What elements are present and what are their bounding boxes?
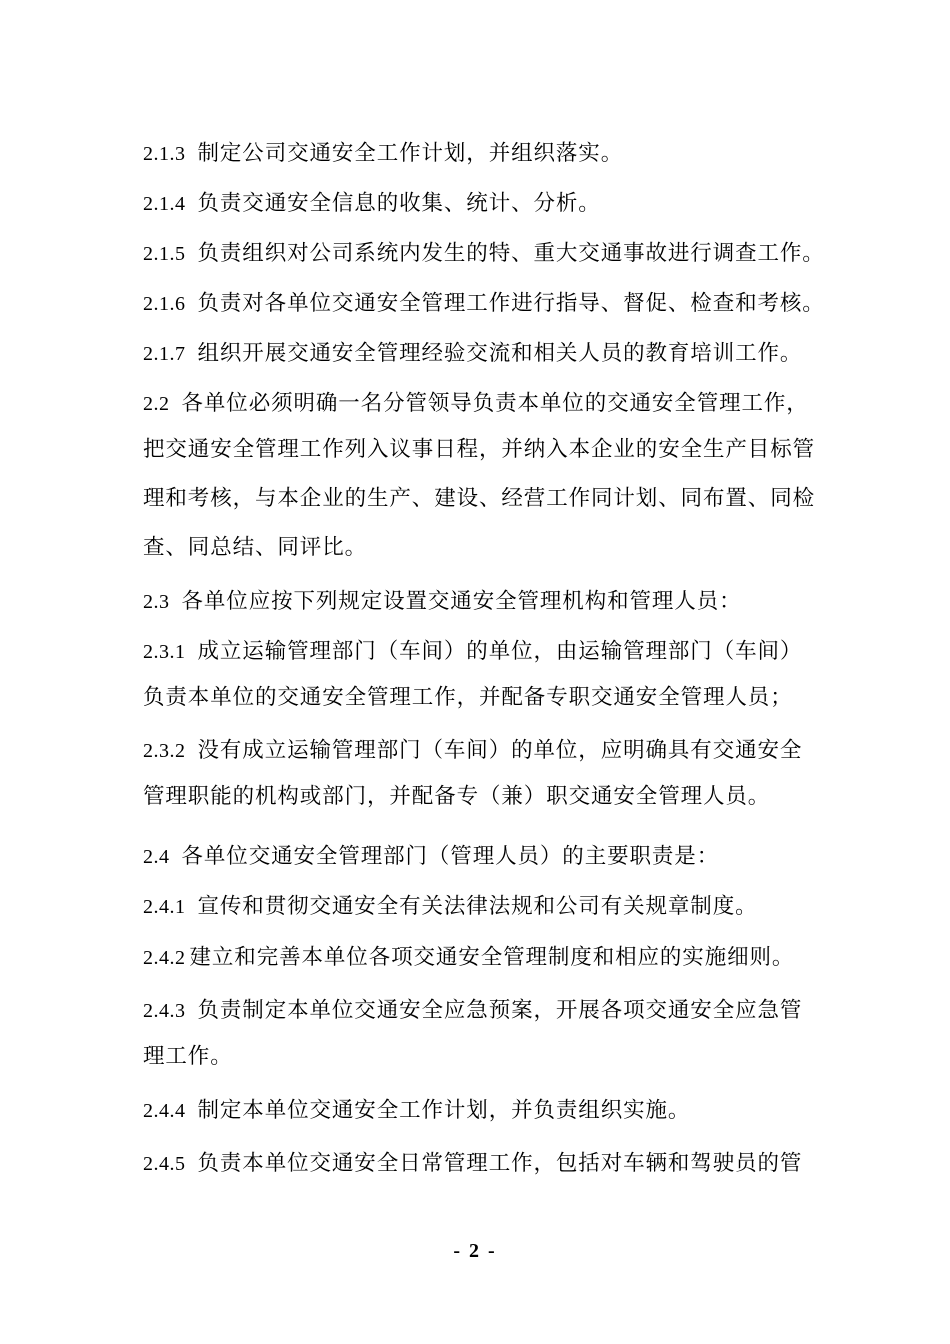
page-number: - 2 -	[453, 1240, 497, 1262]
clause-number: 2.3	[143, 591, 170, 613]
clause-number: 2.1.5	[143, 243, 186, 265]
clause-text: 管理职能的机构或部门，并配备专（兼）职交通安全管理人员。	[143, 784, 771, 809]
clause-number: 2.1.3	[143, 143, 186, 165]
clause-number: 2.4.1	[143, 896, 186, 918]
text-line	[143, 843, 719, 871]
text-line	[143, 638, 802, 666]
clause-text: 没有成立运输管理部门（车间）的单位，应明确具有交通安全	[197, 738, 803, 763]
text-line	[143, 390, 809, 418]
text-line	[143, 340, 802, 368]
clause-number: 2.4.3	[143, 1000, 186, 1022]
text-line	[143, 290, 825, 318]
text-line	[143, 997, 802, 1025]
text-line	[143, 944, 794, 972]
clause-text: 负责交通安全信息的收集、统计、分析。	[197, 191, 601, 216]
text-line	[143, 140, 623, 168]
clause-number: 2.4.5	[143, 1153, 186, 1175]
clause-text: 各单位交通安全管理部门（管理人员）的主要职责是：	[181, 844, 720, 869]
clause-text: 成立运输管理部门（车间）的单位，由运输管理部门（车间）	[197, 639, 803, 664]
text-line	[143, 534, 367, 562]
text-line	[143, 436, 815, 464]
clause-text: 各单位应按下列规定设置交通安全管理机构和管理人员：	[181, 589, 742, 614]
clause-text: 组织开展交通安全管理经验交流和相关人员的教育培训工作。	[197, 341, 803, 366]
clause-number: 2.1.4	[143, 193, 186, 215]
clause-text: 理和考核，与本企业的生产、建设、经营工作同计划、同布置、同检	[143, 486, 816, 511]
clause-text: 负责对各单位交通安全管理工作进行指导、督促、检查和考核。	[197, 291, 825, 316]
text-line	[143, 190, 601, 218]
clause-number: 2.4	[143, 846, 170, 868]
text-line	[143, 893, 758, 921]
text-line	[143, 485, 815, 513]
text-line	[143, 737, 802, 765]
text-line	[143, 1150, 802, 1178]
clause-number: 2.3.2	[143, 740, 186, 762]
clause-text: 负责制定本单位交通安全应急预案，开展各项交通安全应急管	[197, 998, 803, 1023]
clause-text: 制定本单位交通安全工作计划，并负责组织实施。	[197, 1098, 691, 1123]
clause-number: 2.2	[143, 393, 170, 415]
clause-text: 负责组织对公司系统内发生的特、重大交通事故进行调查工作。	[197, 241, 825, 266]
text-line	[143, 588, 742, 616]
text-line	[143, 1097, 690, 1125]
text-line	[143, 240, 825, 268]
clause-number: 2.3.1	[143, 641, 186, 663]
clause-number: 2.4.2	[143, 947, 186, 969]
clause-text: 制定公司交通安全工作计划，并组织落实。	[197, 141, 624, 166]
text-line	[143, 684, 793, 712]
clause-text: 负责本单位的交通安全管理工作，并配备专职交通安全管理人员；	[143, 685, 793, 710]
clause-text: 理工作。	[143, 1044, 233, 1069]
clause-text: 把交通安全管理工作列入议事日程，并纳入本企业的安全生产目标管	[143, 437, 816, 462]
clause-text: 建立和完善本单位各项交通安全管理制度和相应的实施细则。	[189, 945, 795, 970]
clause-text: 负责本单位交通安全日常管理工作，包括对车辆和驾驶员的管	[197, 1151, 803, 1176]
clause-number: 2.1.6	[143, 293, 186, 315]
clause-number: 2.1.7	[143, 343, 186, 365]
text-line	[143, 783, 770, 811]
clause-text: 查、同总结、同评比。	[143, 535, 368, 560]
clause-text: 各单位必须明确一名分管领导负责本单位的交通安全管理工作，	[181, 391, 809, 416]
text-line	[143, 1043, 233, 1071]
clause-number: 2.4.4	[143, 1100, 186, 1122]
clause-text: 宣传和贯彻交通安全有关法律法规和公司有关规章制度。	[197, 894, 758, 919]
